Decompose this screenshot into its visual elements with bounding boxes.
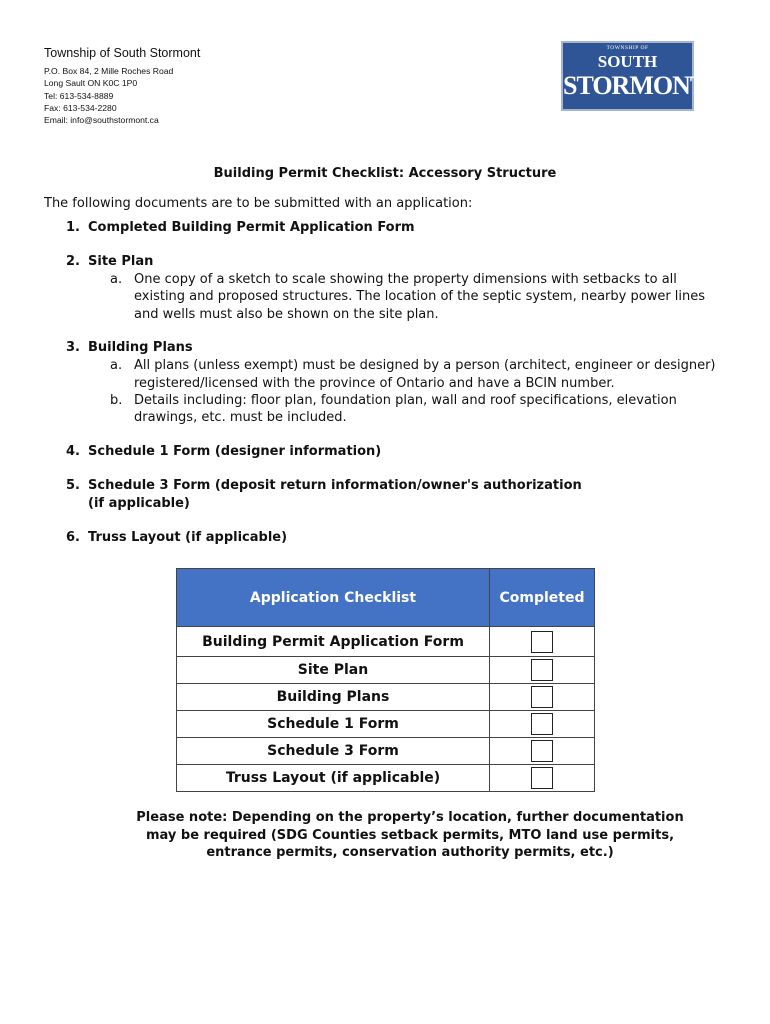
completed-checkbox[interactable]: [531, 767, 553, 789]
table-row: Schedule 1 Form: [177, 711, 595, 738]
list-item: 5. Schedule 3 Form (deposit return information/owner's authorization (if applicable): [66, 477, 582, 511]
page-title: Building Permit Checklist: Accessory Structure: [213, 166, 557, 181]
completed-checkbox[interactable]: [531, 631, 553, 653]
south-stormont-logo: TOWNSHIP OF SOUTH STORMONT: [561, 41, 694, 111]
city: Long Sault ON K0C 1P0: [44, 78, 138, 89]
telephone: Tel: 613-534-8889: [44, 90, 114, 101]
table-row: Schedule 3 Form: [177, 738, 595, 765]
sub-item: a. All plans (unless exempt) must be designed by a person (architect, engineer or designer) registered/licensed with the province of Ontario and have a BCIN number.: [110, 358, 716, 391]
please-note: Please note: Depending on the property’s location, further documentation may be required (SDG Counties setback permits, MTO land use permits, entrance permits, conservation authority permits, etc.): [136, 810, 684, 860]
list-item: 4. Schedule 1 Form (designer information): [66, 443, 382, 459]
table-row: Truss Layout (if applicable): [177, 765, 595, 792]
completed-header: Completed: [490, 569, 595, 627]
completed-checkbox[interactable]: [531, 740, 553, 762]
list-item: 3. Building Plans a. All plans (unless exempt) must be designed by a person (architect, engineer or designer) registered/licensed with the province of Ontario and have a BCIN number. b. Details including: floor plan, foundation plan, wall and roof specifications, elevation drawings, etc. must be included.: [66, 339, 726, 427]
contact-block: [44, 46, 200, 126]
address: P.O. Box 84, 2 Mille Roches Road: [44, 66, 174, 76]
table-row: Building Permit Application Form: [177, 627, 595, 657]
application-checklist-table: [176, 568, 595, 792]
completed-checkbox[interactable]: [531, 686, 553, 708]
sub-item: a. One copy of a sketch to scale showing the property dimensions with setbacks to all existing and proposed structures. The location of the septic system, nearby power lines and wells must also be shown on the site plan.: [110, 272, 706, 322]
table-row: Site Plan: [177, 657, 595, 684]
completed-checkbox[interactable]: [531, 659, 553, 681]
checklist-header: Application Checklist: [177, 569, 490, 627]
completed-checkbox[interactable]: [531, 713, 553, 735]
list-item: 6. Truss Layout (if applicable): [66, 529, 288, 545]
email: Email: info@southstormont.ca: [44, 115, 159, 126]
list-item: 1. Completed Building Permit Application Form: [66, 220, 415, 235]
organization-name: Township of South Stormont: [44, 46, 201, 60]
document-list: [66, 219, 726, 563]
sub-item: b. Details including: floor plan, foundation plan, wall and roof specifications, elevation drawings, etc. must be included.: [110, 393, 677, 426]
table-row: Building Plans: [177, 684, 595, 711]
intro-text: The following documents are to be submitted with an application:: [44, 196, 473, 211]
list-item: 2. Site Plan a. One copy of a sketch to scale showing the property dimensions with setbacks to all existing and proposed structures. The location of the septic system, nearby power lines and wells must also be shown on the site plan.: [66, 253, 726, 323]
fax: Fax: 613-534-2280: [44, 102, 117, 113]
